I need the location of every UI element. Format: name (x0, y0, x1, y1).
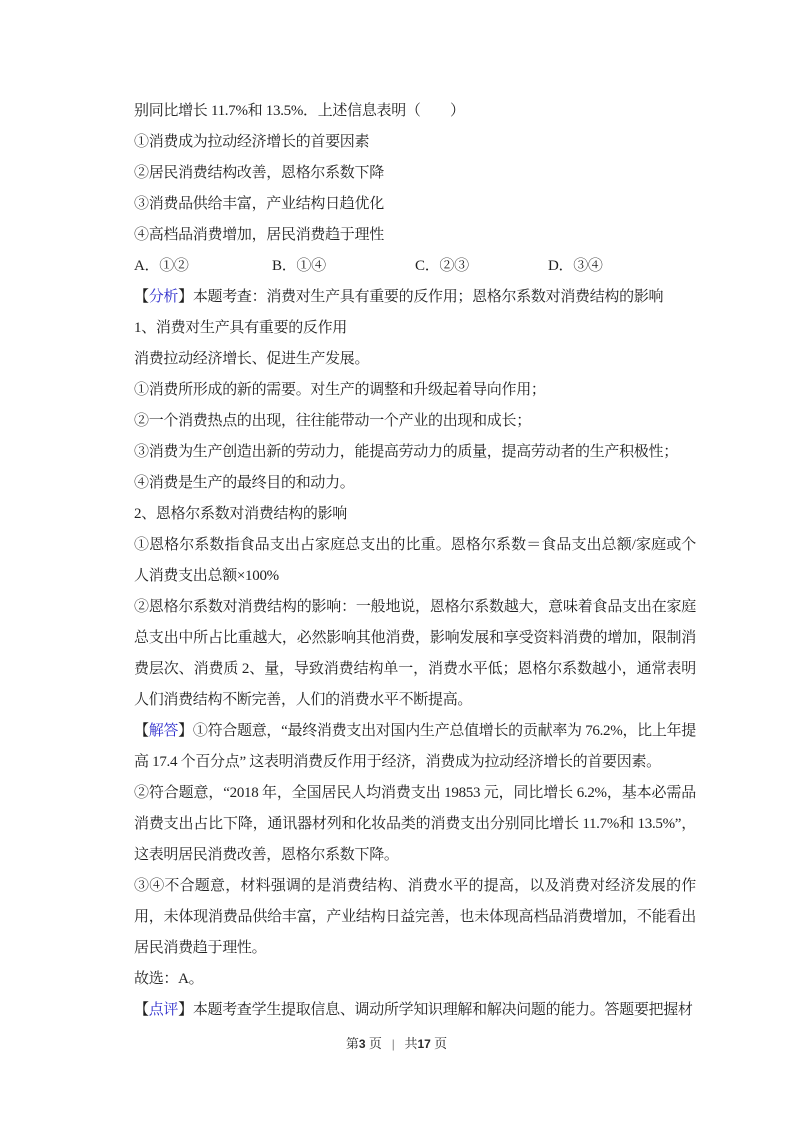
analysis-lead-paragraph (134, 282, 696, 313)
question-statement-1: ①消费成为拉动经济增长的首要因素 (134, 134, 370, 150)
option-b: B．①④ (272, 258, 326, 274)
comment-paragraph (134, 995, 696, 1026)
footer-total-unit: 页 (430, 1036, 448, 1051)
solution-label: 解答 (148, 723, 179, 739)
analysis-point2-item-2: ②恩格尔系数对消费结构的影响：一般地说，恩格尔系数越大，意味着食品支出在家庭总支出中所占比重越大，必然影响其他消费，影响发展和享受资料消费的增加，限制消费层次、消费质 2、量，导致消费结构单一，消费水平低；恩格尔系数越小，通常表明人们消费结构不断完善，人们的消费水平不断提高。 (134, 599, 696, 708)
analysis-lead-text: 本题考查：消费对生产具有重要的反作用；恩格尔系数对消费结构的影响 (192, 289, 664, 305)
analysis-bracket-open: 【 (134, 289, 149, 305)
solution-bracket-close: 】 (178, 723, 193, 739)
comment-bracket-open: 【 (134, 1002, 149, 1018)
analysis-point2-item-1: ①恩格尔系数指食品支出占家庭总支出的比重。恩格尔系数＝食品支出总额/家庭或个人消费支出总额×100% (134, 537, 696, 584)
solution-paragraph-2: ②符合题意，“2018 年，全国居民人均消费支出 19853 元，同比增长 6.2%，基本必需品消费支出占比下降，通讯器材列和化妆品类的消费支出分别同比增长 11.7%和 13.5%”，这表明居民消费改善，恩格尔系数下降。 (134, 785, 696, 863)
analysis-point1-item-3: ③消费为生产创造出新的劳动力，能提高劳动力的质量，提高劳动者的生产积极性； (134, 444, 678, 460)
option-c: C．②③ (415, 258, 469, 274)
question-stem: 别同比增长 11.7%和 13.5%．上述信息表明（ ） (134, 103, 465, 119)
solution-paragraph-1 (134, 716, 696, 778)
question-statement-3: ③消费品供给丰富，产业结构日趋优化 (134, 196, 384, 212)
footer-total-prefix: 共 (404, 1036, 418, 1051)
analysis-point1-item-2: ②一个消费热点的出现，往往能带动一个产业的出现和成长； (134, 413, 531, 429)
option-d: D．③④ (548, 258, 603, 274)
answer-options-row (134, 251, 696, 282)
analysis-bracket-close: 】 (178, 289, 193, 305)
page-footer (0, 1034, 793, 1054)
solution-paragraph-3: ③④不合题意，材料强调的是消费结构、消费水平的提高，以及消费对经济发展的作用，未体现消费品供给丰富，产业结构日益完善，也未体现高档品消费增加，不能看出居民消费趋于理性。 (134, 878, 696, 956)
comment-bracket-close: 】 (178, 1002, 193, 1018)
analysis-point2-title: 2、恩格尔系数对消费结构的影响 (134, 506, 348, 522)
solution-item-1-text: ①符合题意，“最终消费支出对国内生产总值增长的贡献率为 76.2%，比上年提高 17.4 个百分点” 这表明消费反作用于经济，消费成为拉动经济增长的首要因素。 (134, 723, 697, 770)
footer-page-number: 3 (358, 1037, 366, 1051)
analysis-point1-item-4: ④消费是生产的最终目的和动力。 (134, 475, 355, 491)
analysis-point1-item-1: ①消费所形成的新的需要。对生产的调整和升级起着导向作用； (134, 382, 546, 398)
footer-page-unit: 页 (365, 1036, 382, 1051)
footer-page-prefix: 第 (345, 1036, 359, 1051)
question-statement-2: ②居民消费结构改善，恩格尔系数下降 (134, 165, 384, 181)
document-page-body (134, 96, 696, 1026)
analysis-label: 分析 (148, 289, 179, 305)
analysis-point1-title: 1、消费对生产具有重要的反作用 (134, 320, 348, 336)
comment-label: 点评 (148, 1002, 179, 1018)
option-a: A．①② (134, 258, 189, 274)
question-statement-4: ④高档品消费增加，居民消费趋于理性 (134, 227, 384, 243)
footer-total-number: 17 (417, 1037, 431, 1051)
footer-separator: | (391, 1036, 395, 1051)
solution-conclusion: 故选：A。 (134, 971, 204, 987)
comment-text: 本题考查学生提取信息、调动所学知识理解和解决问题的能力。答题要把握材 (192, 1002, 693, 1018)
analysis-point1-intro: 消费拉动经济增长、促进生产发展。 (134, 351, 370, 367)
solution-bracket-open: 【 (134, 723, 149, 739)
